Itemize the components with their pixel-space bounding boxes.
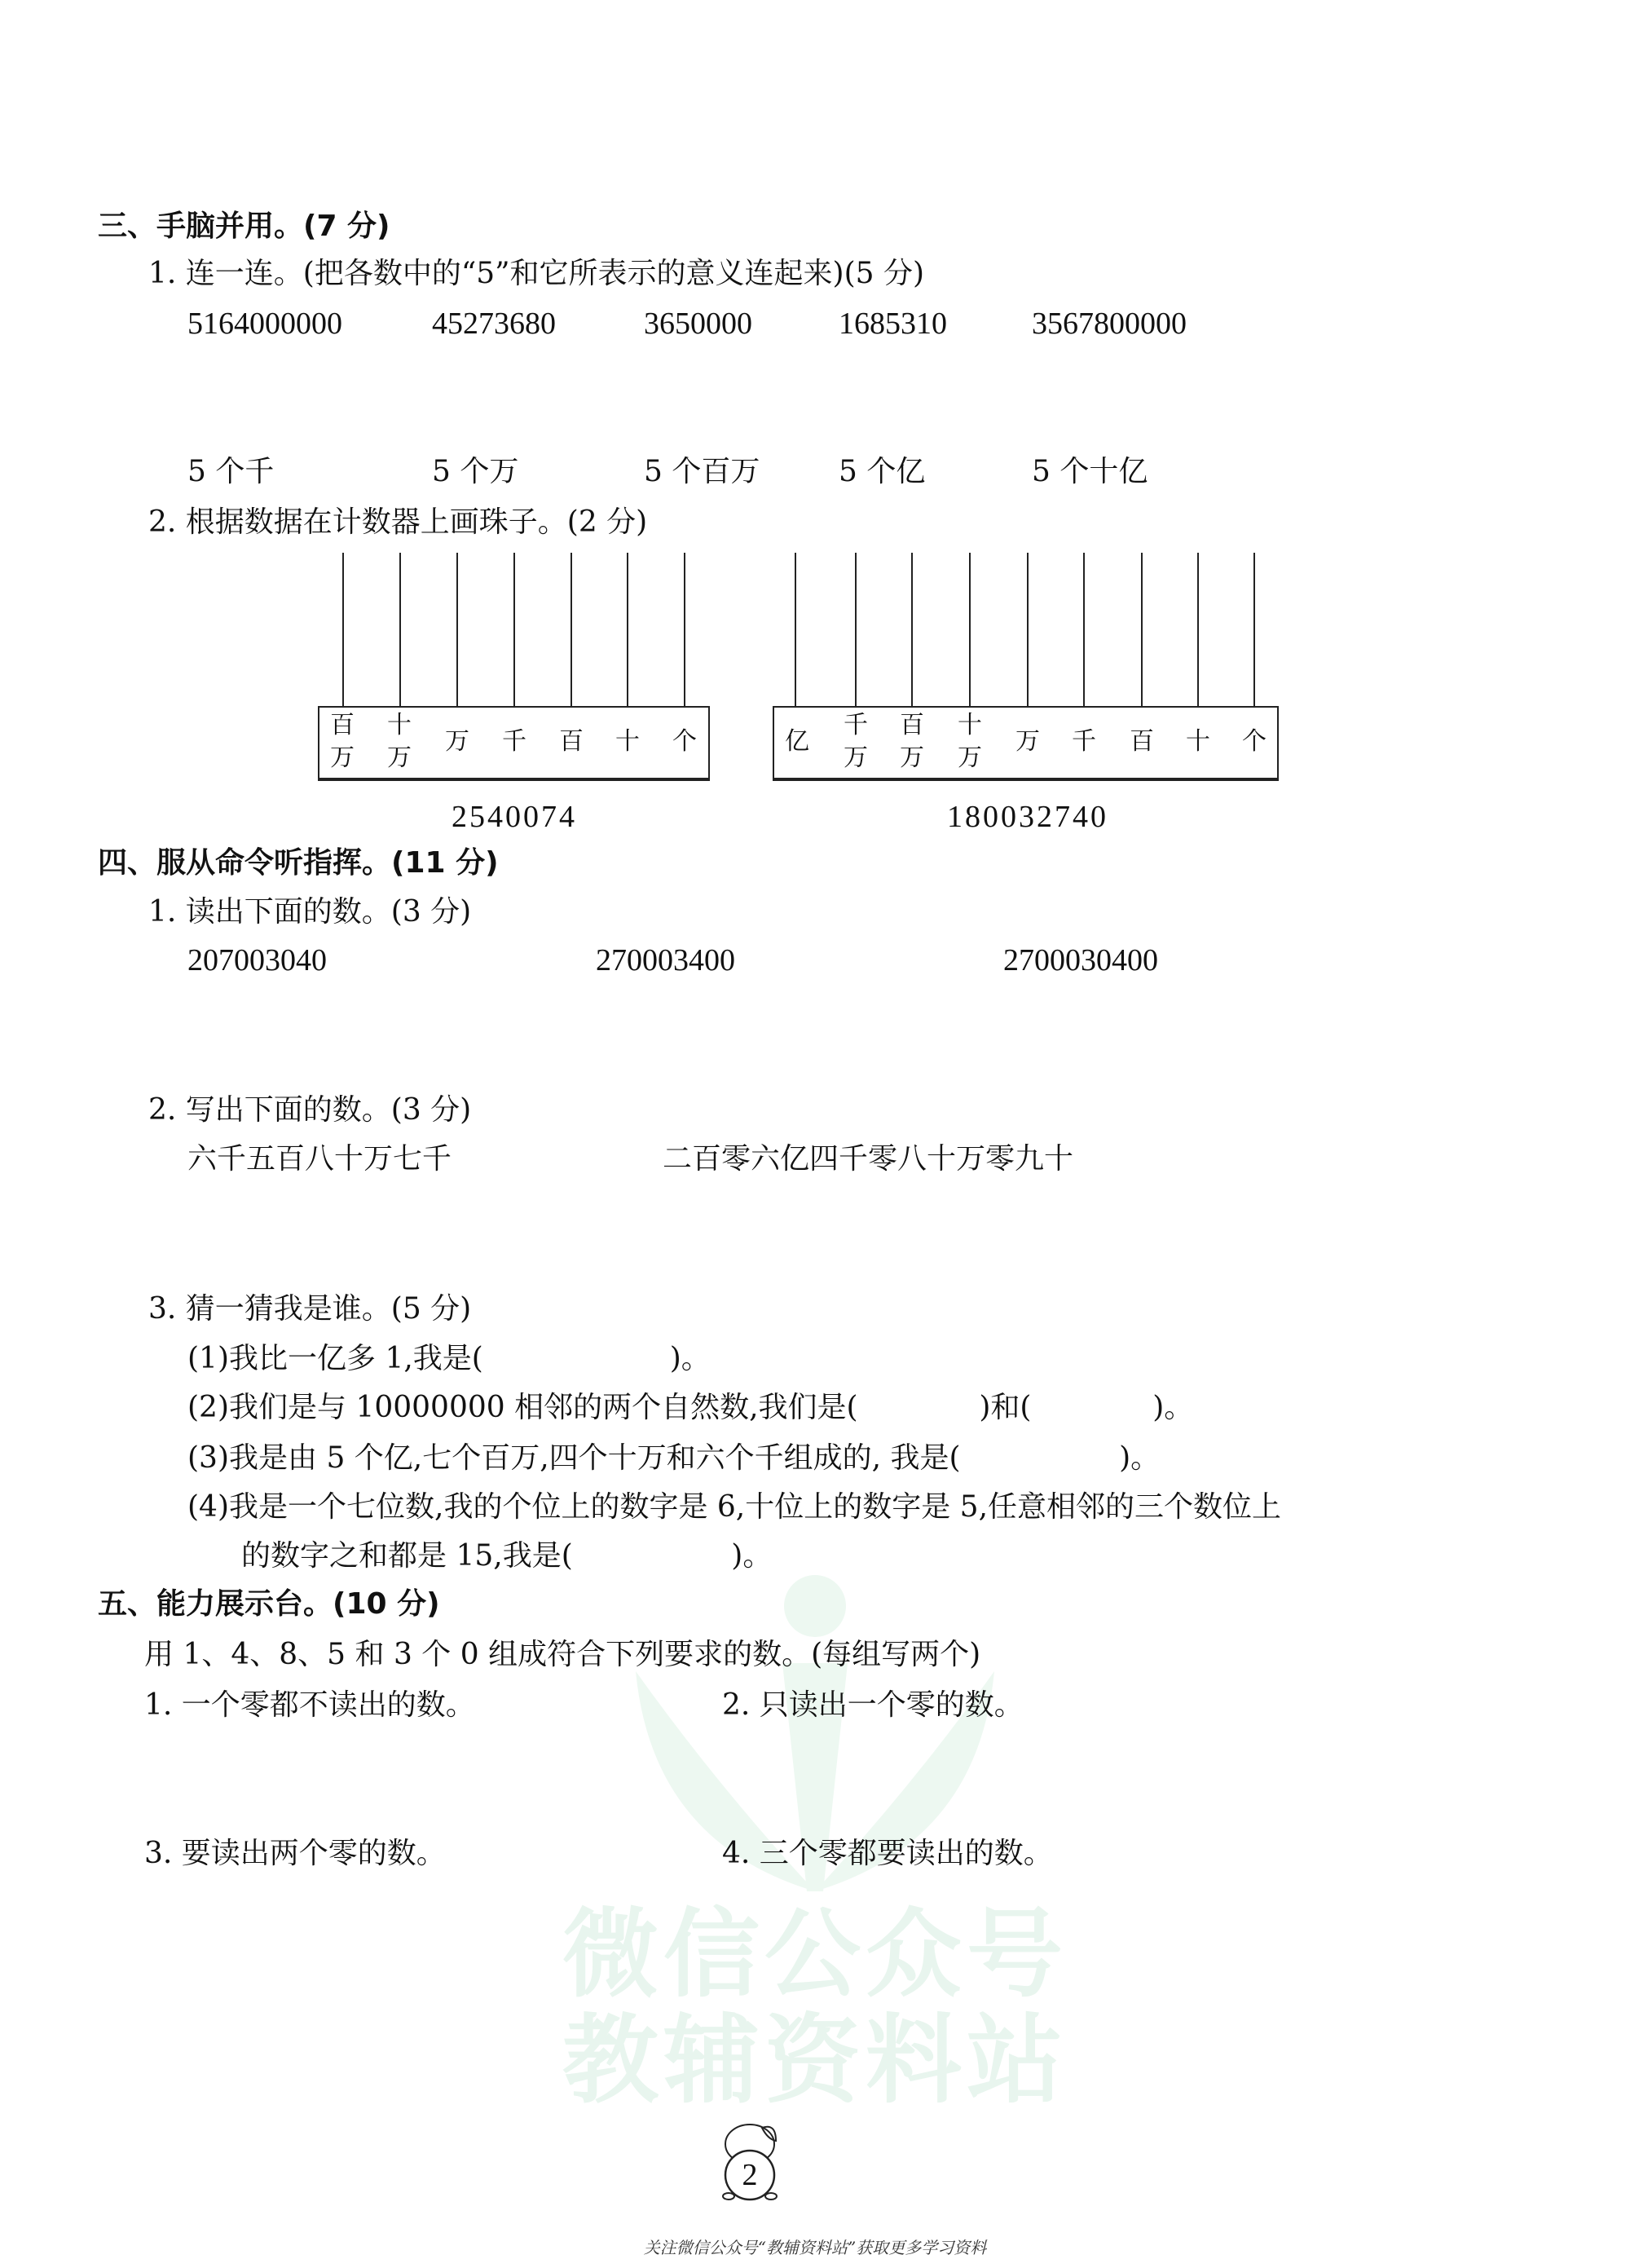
match-meaning: 5 个亿 [839,455,926,488]
match-number: 45273680 [432,307,556,341]
abacus-label: 百 [1130,727,1154,756]
section4-title: 四、服从命令听指挥。(11 分) [98,846,499,880]
abacus-label: 千 [1072,727,1096,756]
abacus-label: 个 [672,727,697,756]
match-number: 1685310 [839,307,947,341]
abacus-label: 百万 [330,711,355,772]
read-number: 207003040 [187,943,327,977]
abacus-2-value: 180032740 [947,800,1108,834]
q3-1-prompt: 1. 连一连。(把各数中的“5”和它所表示的意义连起来)(5 分) [148,257,925,290]
footer-note: 关注微信公众号“教辅资料站”获取更多学习资料 [643,2238,987,2257]
compose-item: 2. 只读出一个零的数。 [722,1688,1024,1722]
match-number: 5164000000 [187,307,342,341]
abacus-label: 个 [1242,727,1267,756]
guess-item: (3)我是由 5 个亿,七个百万,四个十万和六个千组成的, 我是( )。 [187,1441,1161,1475]
match-number: 3650000 [644,307,752,341]
abacus-label: 百万 [900,711,924,772]
read-number: 270003400 [596,943,735,977]
match-meaning: 5 个千 [187,455,275,488]
abacus-label: 十万 [958,711,982,772]
abacus-label: 百 [559,727,584,756]
abacus-label: 十 [1186,727,1210,756]
abacus-label: 万 [1015,727,1040,756]
match-meaning: 5 个万 [432,455,519,488]
q4-3-prompt: 3. 猜一猜我是谁。(5 分) [148,1292,472,1326]
compose-item: 3. 要读出两个零的数。 [144,1837,446,1870]
abacus-1-value: 2540074 [452,800,577,834]
match-meaning: 5 个十亿 [1032,455,1148,488]
guess-item: (2)我们是与 10000000 相邻的两个自然数,我们是( )和( )。 [187,1391,1194,1424]
guess-item: (1)我比一亿多 1,我是( )。 [187,1342,711,1375]
abacus-label: 千万 [844,711,868,772]
section5-title: 五、能力展示台。(10 分) [98,1587,440,1621]
watermark-line2: 教辅资料站 [562,2004,1068,2116]
compose-item: 4. 三个零都要读出的数。 [722,1837,1053,1870]
q3-2-prompt: 2. 根据数据在计数器上画珠子。(2 分) [148,505,648,539]
guess-item-continued: 的数字之和都是 15,我是( )。 [241,1539,773,1573]
match-meaning: 5 个百万 [644,455,760,488]
abacus-label: 亿 [785,727,809,756]
abacus-label: 万 [445,727,469,756]
abacus-label: 十 [615,727,640,756]
section3-title: 三、手脑并用。(7 分) [98,210,390,243]
section5-intro: 用 1、4、8、5 和 3 个 0 组成符合下列要求的数。(每组写两个) [144,1638,981,1671]
abacus-label: 十万 [387,711,412,772]
write-item: 六千五百八十万七千 [187,1142,452,1176]
watermark-line1: 微信公众号 [562,1898,1068,2010]
abacus-label: 千 [502,727,526,756]
q4-2-prompt: 2. 写出下面的数。(3 分) [148,1093,472,1127]
guess-item: (4)我是一个七位数,我的个位上的数字是 6,十位上的数字是 5,任意相邻的三个数位上 [187,1490,1282,1524]
q4-1-prompt: 1. 读出下面的数。(3 分) [148,895,472,929]
page-number: 2 [742,2158,758,2192]
read-number: 2700030400 [1003,943,1158,977]
match-number: 3567800000 [1032,307,1187,341]
compose-item: 1. 一个零都不读出的数。 [144,1688,475,1722]
write-item: 二百零六亿四千零八十万零九十 [663,1142,1074,1176]
